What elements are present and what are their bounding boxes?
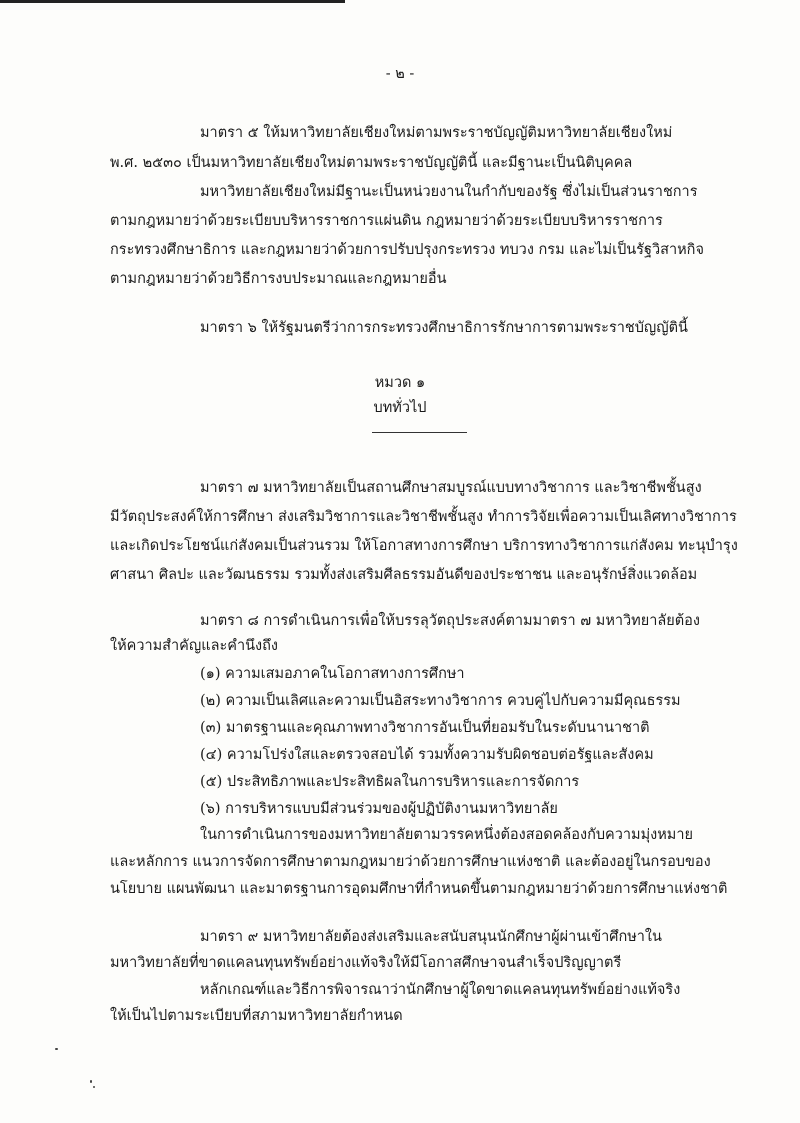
scan-speck <box>55 1048 58 1050</box>
scan-speck <box>90 1080 92 1083</box>
page-number: - ๒ - <box>385 66 415 82</box>
section-8-closing-line-3: นโยบาย แผนพัฒนา และมาตรฐานการอุดมศึกษาที่กำหนดขึ้นตามกฎหมายว่าด้วยการศึกษาแห่งชาติ <box>110 881 728 897</box>
section-9-line-4: ให้เป็นไปตามระเบียบที่สภามหาวิทยาลัยกำหนด <box>110 1008 403 1024</box>
section-8-line-2: ให้ความสำคัญและคำนึงถึง <box>110 638 278 654</box>
section-8-line-1: มาตรา ๘ การดำเนินการเพื่อให้บรรลุวัตถุประสงค์ตามมาตรา ๗ มหาวิทยาลัยต้อง <box>200 613 700 629</box>
section-6-line-1: มาตรา ๖ ให้รัฐมนตรีว่าการกระทรวงศึกษาธิการรักษาการตามพระราชบัญญัตินี้ <box>200 320 688 336</box>
section-9-line-1: มาตรา ๙ มหาวิทยาลัยต้องส่งเสริมและสนับสนุนนักศึกษาผู้ผ่านเข้าศึกษาใน <box>200 929 662 945</box>
section-8-item-6: (๖) การบริหารแบบมีส่วนร่วมของผู้ปฏิบัติงานมหาวิทยาลัย <box>200 801 558 817</box>
section-5-line-6: ตามกฎหมายว่าด้วยวิธีการงบประมาณและกฎหมายอื่น <box>110 271 447 287</box>
section-5-line-2: พ.ศ. ๒๕๓๐ เป็นมหาวิทยาลัยเชียงใหม่ตามพระราชบัญญัตินี้ และมีฐานะเป็นนิติบุคคล <box>110 155 633 171</box>
section-9-line-2: มหาวิทยาลัยที่ขาดแคลนทุนทรัพย์อย่างแท้จริงให้มีโอกาสศึกษาจนสำเร็จปริญญาตรี <box>110 955 622 971</box>
section-8-item-4: (๔) ความโปร่งใสและตรวจสอบได้ รวมทั้งความรับผิดชอบต่อรัฐและสังคม <box>200 747 654 763</box>
section-7-line-1: มาตรา ๗ มหาวิทยาลัยเป็นสถานศึกษาสมบูรณ์แบบทางวิชาการ และวิชาชีพชั้นสูง <box>200 480 702 496</box>
chapter-number: หมวด ๑ <box>374 375 426 391</box>
section-8-item-2: (๒) ความเป็นเลิศและความเป็นอิสระทางวิชาการ ควบคู่ไปกับความมีคุณธรรม <box>200 693 681 709</box>
section-7-line-4: ศาสนา ศิลปะ และวัฒนธรรม รวมทั้งส่งเสริมศีลธรรมอันดีของประชาชน และอนุรักษ์สิ่งแวดล้อม <box>110 567 698 583</box>
section-7-line-3: และเกิดประโยชน์แก่สังคมเป็นส่วนรวม ให้โอกาสทางการศึกษา บริการทางวิชาการแก่สังคม ทะนุบำรุง <box>110 538 738 554</box>
section-5-line-5: กระทรวงศึกษาธิการ และกฎหมายว่าด้วยการปรับปรุงกระทรวง ทบวง กรม และไม่เป็นรัฐวิสาหกิจ <box>110 242 704 258</box>
scan-speck <box>93 1086 95 1088</box>
section-5-line-4: ตามกฎหมายว่าด้วยระเบียบบริหารราชการแผ่นดิน กฎหมายว่าด้วยระเบียบบริหารราชการ <box>110 213 663 229</box>
chapter-title: บททั่วไป <box>373 400 427 416</box>
section-8-closing-line-1: ในการดำเนินการของมหาวิทยาลัยตามวรรคหนึ่งต้องสอดคล้องกับความมุ่งหมาย <box>200 827 693 843</box>
section-8-item-3: (๓) มาตรฐานและคุณภาพทางวิชาการอันเป็นที่ยอมรับในระดับนานาชาติ <box>200 720 650 736</box>
chapter-divider <box>372 432 467 433</box>
section-5-line-3: มหาวิทยาลัยเชียงใหม่มีฐานะเป็นหน่วยงานในกำกับของรัฐ ซึ่งไม่เป็นส่วนราชการ <box>200 184 698 200</box>
section-8-closing-line-2: และหลักการ แนวการจัดการศึกษาตามกฎหมายว่าด้วยการศึกษาแห่งชาติ และต้องอยู่ในกรอบของ <box>110 854 711 870</box>
section-7-line-2: มีวัตถุประสงค์ให้การศึกษา ส่งเสริมวิชาการและวิชาชีพชั้นสูง ทำการวิจัยเพื่อความเป็นเลิศทางวิชาการ <box>110 509 737 525</box>
section-8-item-5: (๕) ประสิทธิภาพและประสิทธิผลในการบริหารและการจัดการ <box>200 774 580 790</box>
section-8-item-1: (๑) ความเสมอภาคในโอกาสทางการศึกษา <box>200 666 465 682</box>
section-5-line-1: มาตรา ๕ ให้มหาวิทยาลัยเชียงใหม่ตามพระราชบัญญัติมหาวิทยาลัยเชียงใหม่ <box>200 125 673 141</box>
scan-edge-line <box>0 0 345 3</box>
section-9-line-3: หลักเกณฑ์และวิธีการพิจารณาว่านักศึกษาผู้ใดขาดแคลนทุนทรัพย์อย่างแท้จริง <box>200 982 681 998</box>
